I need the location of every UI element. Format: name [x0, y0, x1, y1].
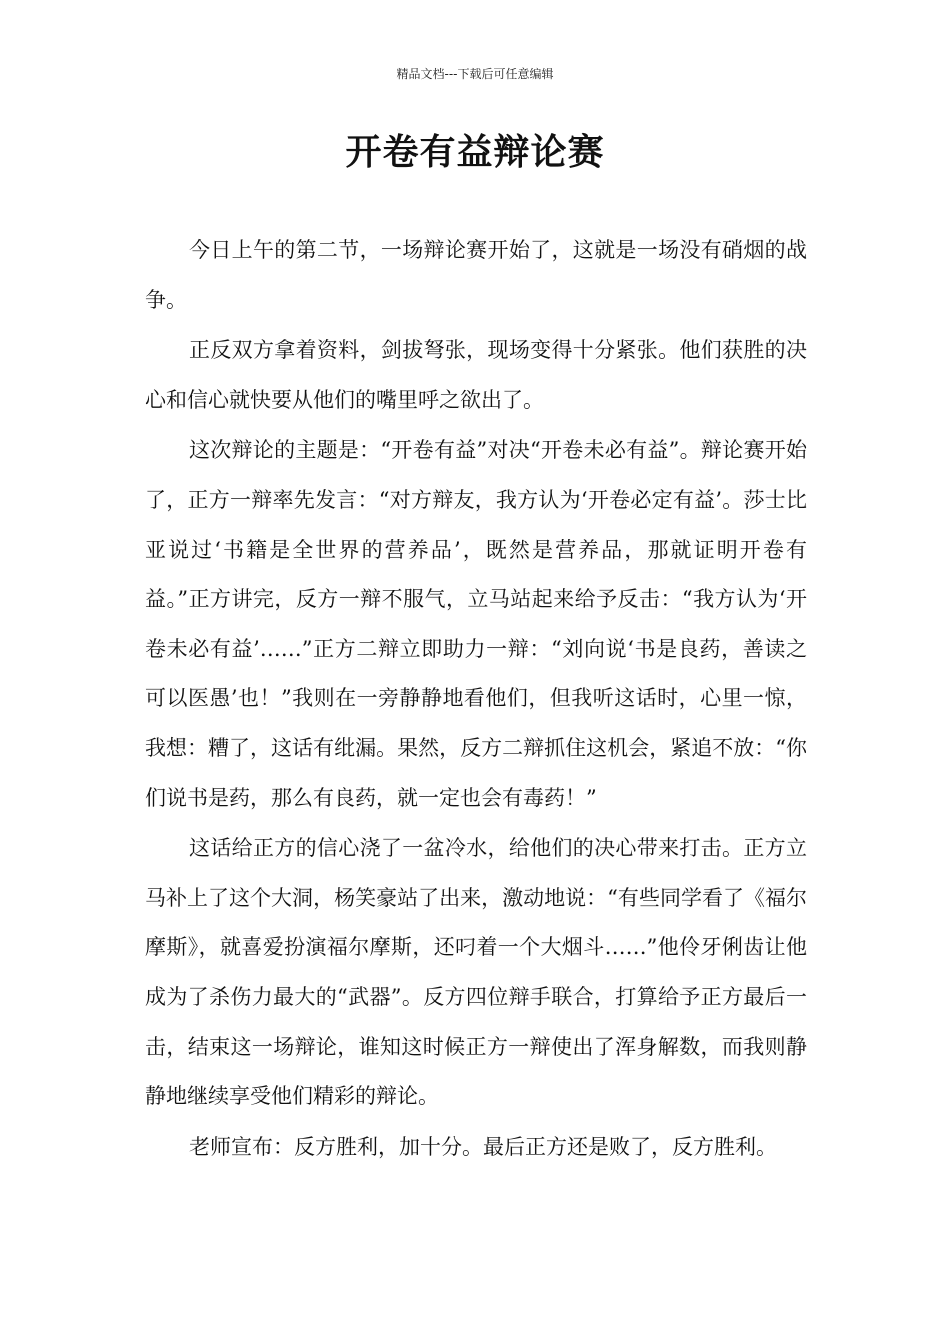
paragraph: 今日上午的第二节，一场辩论赛开始了，这就是一场没有硝烟的战争。	[145, 238, 807, 312]
paragraph: 这次辩论的主题是：“开卷有益”对决“开卷未必有益”。辩论赛开始了，正方一辩率先发言：“对方辩友，我方认为‘开卷必定有益’。莎士比亚说过‘书籍是全世界的营养品’，既然是营养品，那就证明开卷有益。”正方讲完，反方一辩不服气，立马站起来给予反击：“我方认为‘开卷未必有益’……”正方二辩立即助力一辩：“刘向说‘书是良药，善读之可以医愚’也！”我则在一旁静静地看他们，但我听这话时，心里一惊，我想：糟了，这话有纰漏。果然，反方二辩抓住这机会，紧追不放：“你们说书是药，那么有良药，就一定也会有毒药！”	[145, 438, 807, 810]
paragraph: 正反双方拿着资料，剑拔弩张，现场变得十分紧张。他们获胜的决心和信心就快要从他们的嘴里呼之欲出了。	[145, 338, 807, 412]
document-body	[145, 226, 807, 1173]
paragraph: 老师宣布：反方胜利，加十分。最后正方还是败了，反方胜利。	[189, 1134, 777, 1159]
document-title: 开卷有益辩论赛	[345, 132, 605, 173]
header-note: 精品文档---下载后可任意编辑	[396, 67, 554, 81]
paragraph: 这话给正方的信心浇了一盆冷水，给他们的决心带来打击。正方立马补上了这个大洞，杨笑豪站了出来，激动地说：“有些同学看了《福尔摩斯》，就喜爱扮演福尔摩斯，还叼着一个大烟斗……”他伶牙俐齿让他成为了杀伤力最大的“武器”。反方四位辩手联合，打算给予正方最后一击，结束这一场辩论，谁知这时候正方一辩使出了浑身解数，而我则静静地继续享受他们精彩的辩论。	[145, 836, 807, 1109]
